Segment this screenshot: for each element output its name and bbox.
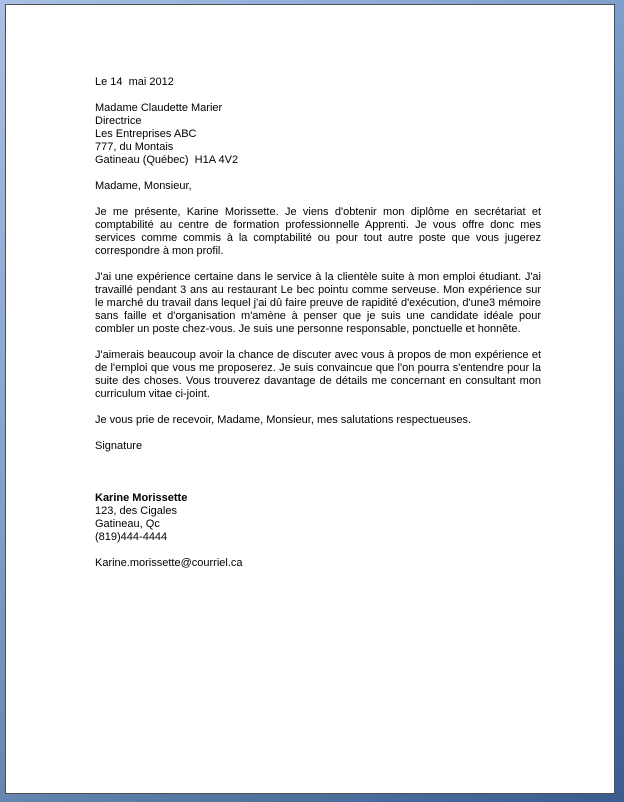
letter-date: Le 14 mai 2012 [95, 76, 174, 88]
sender-phone: (819)444-4444 [95, 531, 168, 543]
sender-block [95, 492, 541, 544]
sender-address: 123, des Cigales [95, 505, 177, 517]
recipient-city: Gatineau (Québec) H1A 4V2 [95, 154, 239, 166]
body-paragraph-1: Je me présente, Karine Morissette. Je viens d'obtenir mon diplôme en secrétariat et comptabilité au centre de formation professionnelle Apprenti. Je vous offre donc mes services comme commis à la comptabilité ou pour tout autre poste que vous jugerez correspondre à mon profil. [95, 206, 541, 257]
recipient-block [95, 102, 541, 167]
salutation: Madame, Monsieur, [95, 180, 192, 192]
letter-content [6, 5, 614, 570]
signature-label: Signature [95, 440, 143, 452]
sender-name: Karine Morissette [95, 492, 188, 504]
recipient-title: Directrice [95, 115, 142, 127]
recipient-address: 777, du Montais [95, 141, 174, 153]
sender-email: Karine.morissette@courriel.ca [95, 557, 243, 569]
letter-page [5, 4, 615, 794]
sender-city: Gatineau, Qc [95, 518, 160, 530]
body-paragraph-3: J'aimerais beaucoup avoir la chance de discuter avec vous à propos de mon expérience et de l'emploi que vous me proposerez. Je suis convaincue que l'on pourra s'entendre pour la suite des choses. Vous trouverez davantage de détails me concernant en consultant mon curriculum vitae ci-joint. [95, 349, 541, 400]
body-paragraph-2: J'ai une expérience certaine dans le service à la clientèle suite à mon emploi étudiant. J'ai travaillé pendant 3 ans au restaurant Le bec pointu comme serveuse. Mon expérience sur le marché du travail dans lequel j'ai dû faire preuve de rapidité d'exécution, d'une3 mémoire sans faille et d'organisation m'amène à penser que je suis une candidate idéale pour combler un poste chez-vous. Je suis une personne responsable, ponctuelle et honnête. [95, 271, 541, 335]
recipient-company: Les Entreprises ABC [95, 128, 197, 140]
recipient-name: Madame Claudette Marier [95, 102, 223, 114]
closing-line: Je vous prie de recevoir, Madame, Monsieur, mes salutations respectueuses. [95, 414, 472, 426]
